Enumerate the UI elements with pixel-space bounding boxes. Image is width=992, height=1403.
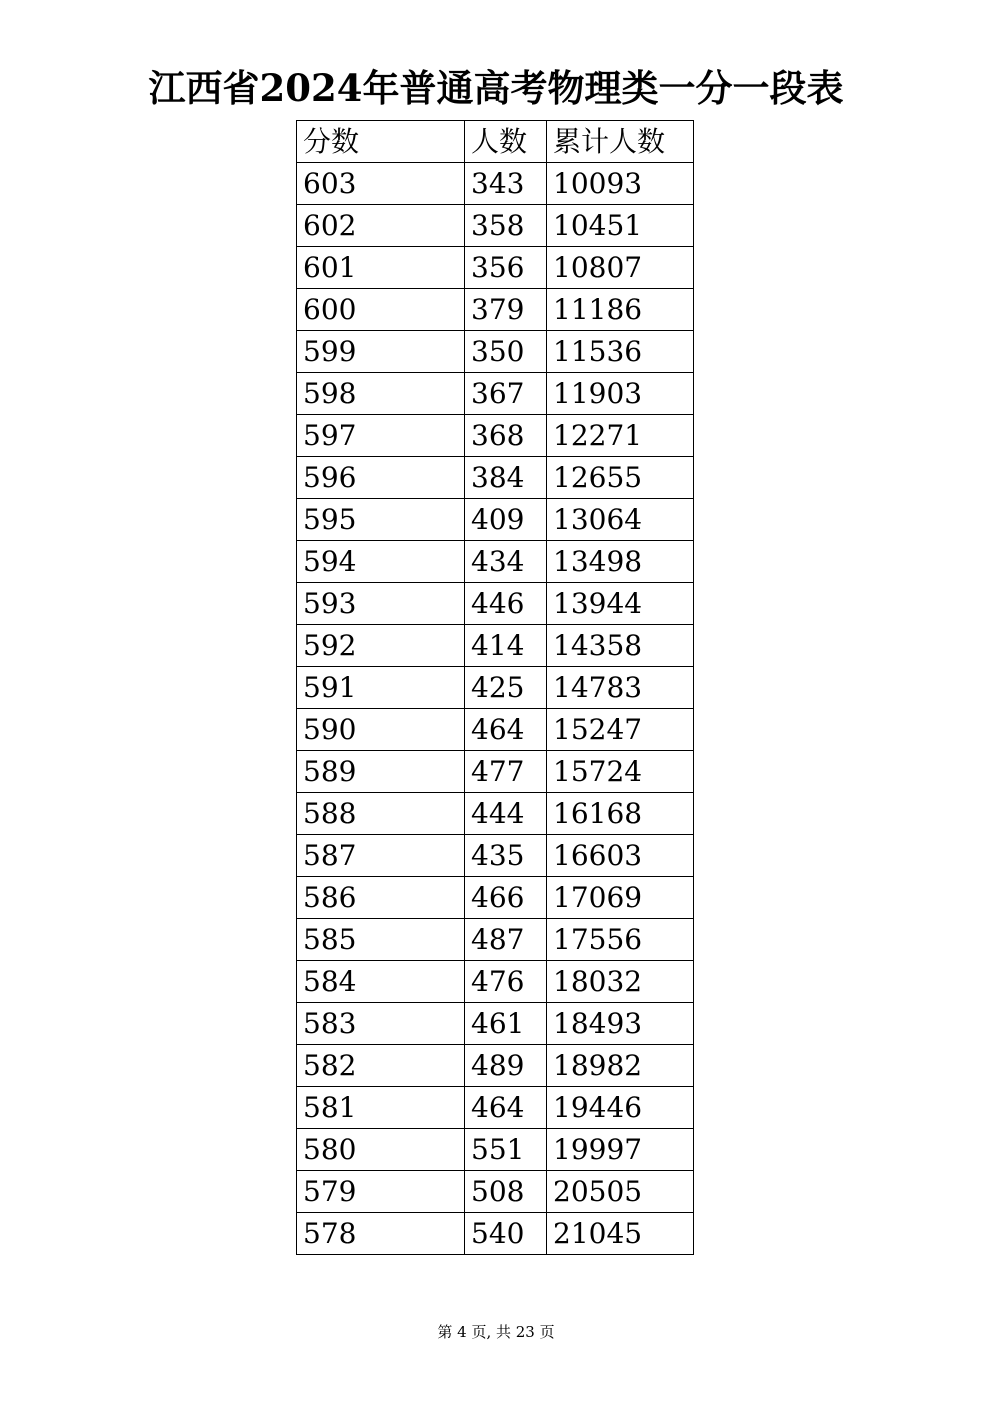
header-count: 人数 bbox=[465, 121, 547, 163]
count-cell: 477 bbox=[465, 751, 547, 793]
score-cell: 599 bbox=[297, 331, 465, 373]
count-cell: 435 bbox=[465, 835, 547, 877]
page-title: 江西省2024年普通高考物理类一分一段表 bbox=[148, 66, 844, 110]
cumulative-cell: 12655 bbox=[547, 457, 694, 499]
count-cell: 414 bbox=[465, 625, 547, 667]
count-cell: 489 bbox=[465, 1045, 547, 1087]
count-cell: 379 bbox=[465, 289, 547, 331]
table-row bbox=[297, 1087, 694, 1129]
score-cell: 602 bbox=[297, 205, 465, 247]
score-cell: 603 bbox=[297, 163, 465, 205]
cumulative-cell: 14783 bbox=[547, 667, 694, 709]
count-cell: 487 bbox=[465, 919, 547, 961]
cumulative-cell: 18493 bbox=[547, 1003, 694, 1045]
count-cell: 343 bbox=[465, 163, 547, 205]
score-cell: 592 bbox=[297, 625, 465, 667]
cumulative-cell: 15724 bbox=[547, 751, 694, 793]
count-cell: 540 bbox=[465, 1213, 547, 1255]
table-header-row bbox=[297, 121, 694, 163]
count-cell: 446 bbox=[465, 583, 547, 625]
count-cell: 350 bbox=[465, 331, 547, 373]
count-cell: 434 bbox=[465, 541, 547, 583]
cumulative-cell: 10093 bbox=[547, 163, 694, 205]
score-cell: 585 bbox=[297, 919, 465, 961]
count-cell: 384 bbox=[465, 457, 547, 499]
score-cell: 597 bbox=[297, 415, 465, 457]
cumulative-cell: 11903 bbox=[547, 373, 694, 415]
cumulative-cell: 13498 bbox=[547, 541, 694, 583]
cumulative-cell: 11186 bbox=[547, 289, 694, 331]
table-row bbox=[297, 499, 694, 541]
cumulative-cell: 20505 bbox=[547, 1171, 694, 1213]
table-row bbox=[297, 457, 694, 499]
cumulative-cell: 12271 bbox=[547, 415, 694, 457]
score-cell: 595 bbox=[297, 499, 465, 541]
page-footer: 第 4 页, 共 23 页 bbox=[437, 1323, 555, 1341]
count-cell: 466 bbox=[465, 877, 547, 919]
cumulative-cell: 13064 bbox=[547, 499, 694, 541]
score-cell: 593 bbox=[297, 583, 465, 625]
table-row bbox=[297, 709, 694, 751]
count-cell: 551 bbox=[465, 1129, 547, 1171]
score-cell: 578 bbox=[297, 1213, 465, 1255]
score-cell: 583 bbox=[297, 1003, 465, 1045]
count-cell: 464 bbox=[465, 709, 547, 751]
cumulative-cell: 14358 bbox=[547, 625, 694, 667]
cumulative-cell: 10451 bbox=[547, 205, 694, 247]
score-cell: 589 bbox=[297, 751, 465, 793]
cumulative-cell: 19997 bbox=[547, 1129, 694, 1171]
count-cell: 356 bbox=[465, 247, 547, 289]
table-row bbox=[297, 667, 694, 709]
score-table bbox=[296, 120, 694, 1255]
score-cell: 582 bbox=[297, 1045, 465, 1087]
score-cell: 600 bbox=[297, 289, 465, 331]
count-cell: 358 bbox=[465, 205, 547, 247]
cumulative-cell: 17069 bbox=[547, 877, 694, 919]
table-body bbox=[297, 163, 694, 1255]
table-row bbox=[297, 877, 694, 919]
cumulative-cell: 11536 bbox=[547, 331, 694, 373]
count-cell: 368 bbox=[465, 415, 547, 457]
score-cell: 590 bbox=[297, 709, 465, 751]
cumulative-cell: 18982 bbox=[547, 1045, 694, 1087]
score-cell: 591 bbox=[297, 667, 465, 709]
score-cell: 588 bbox=[297, 793, 465, 835]
score-cell: 581 bbox=[297, 1087, 465, 1129]
count-cell: 508 bbox=[465, 1171, 547, 1213]
count-cell: 409 bbox=[465, 499, 547, 541]
header-cumulative: 累计人数 bbox=[547, 121, 694, 163]
table-row bbox=[297, 1171, 694, 1213]
cumulative-cell: 17556 bbox=[547, 919, 694, 961]
score-cell: 586 bbox=[297, 877, 465, 919]
table-row bbox=[297, 247, 694, 289]
table-row bbox=[297, 373, 694, 415]
score-cell: 596 bbox=[297, 457, 465, 499]
score-cell: 601 bbox=[297, 247, 465, 289]
table-row bbox=[297, 793, 694, 835]
table-row bbox=[297, 835, 694, 877]
count-cell: 476 bbox=[465, 961, 547, 1003]
table-row bbox=[297, 1129, 694, 1171]
count-cell: 367 bbox=[465, 373, 547, 415]
table-row bbox=[297, 331, 694, 373]
table-row bbox=[297, 541, 694, 583]
table-row bbox=[297, 1003, 694, 1045]
cumulative-cell: 16603 bbox=[547, 835, 694, 877]
score-cell: 587 bbox=[297, 835, 465, 877]
cumulative-cell: 19446 bbox=[547, 1087, 694, 1129]
score-cell: 584 bbox=[297, 961, 465, 1003]
score-cell: 598 bbox=[297, 373, 465, 415]
cumulative-cell: 21045 bbox=[547, 1213, 694, 1255]
table-row bbox=[297, 919, 694, 961]
table-row bbox=[297, 1045, 694, 1087]
score-cell: 579 bbox=[297, 1171, 465, 1213]
table-row bbox=[297, 751, 694, 793]
table-row bbox=[297, 205, 694, 247]
count-cell: 444 bbox=[465, 793, 547, 835]
table-row bbox=[297, 415, 694, 457]
table-row bbox=[297, 163, 694, 205]
cumulative-cell: 10807 bbox=[547, 247, 694, 289]
table-row bbox=[297, 961, 694, 1003]
table-row bbox=[297, 583, 694, 625]
table-row bbox=[297, 289, 694, 331]
score-cell: 594 bbox=[297, 541, 465, 583]
header-score: 分数 bbox=[297, 121, 465, 163]
cumulative-cell: 18032 bbox=[547, 961, 694, 1003]
table-row bbox=[297, 625, 694, 667]
score-cell: 580 bbox=[297, 1129, 465, 1171]
table-row bbox=[297, 1213, 694, 1255]
cumulative-cell: 16168 bbox=[547, 793, 694, 835]
count-cell: 425 bbox=[465, 667, 547, 709]
count-cell: 464 bbox=[465, 1087, 547, 1129]
cumulative-cell: 13944 bbox=[547, 583, 694, 625]
count-cell: 461 bbox=[465, 1003, 547, 1045]
cumulative-cell: 15247 bbox=[547, 709, 694, 751]
